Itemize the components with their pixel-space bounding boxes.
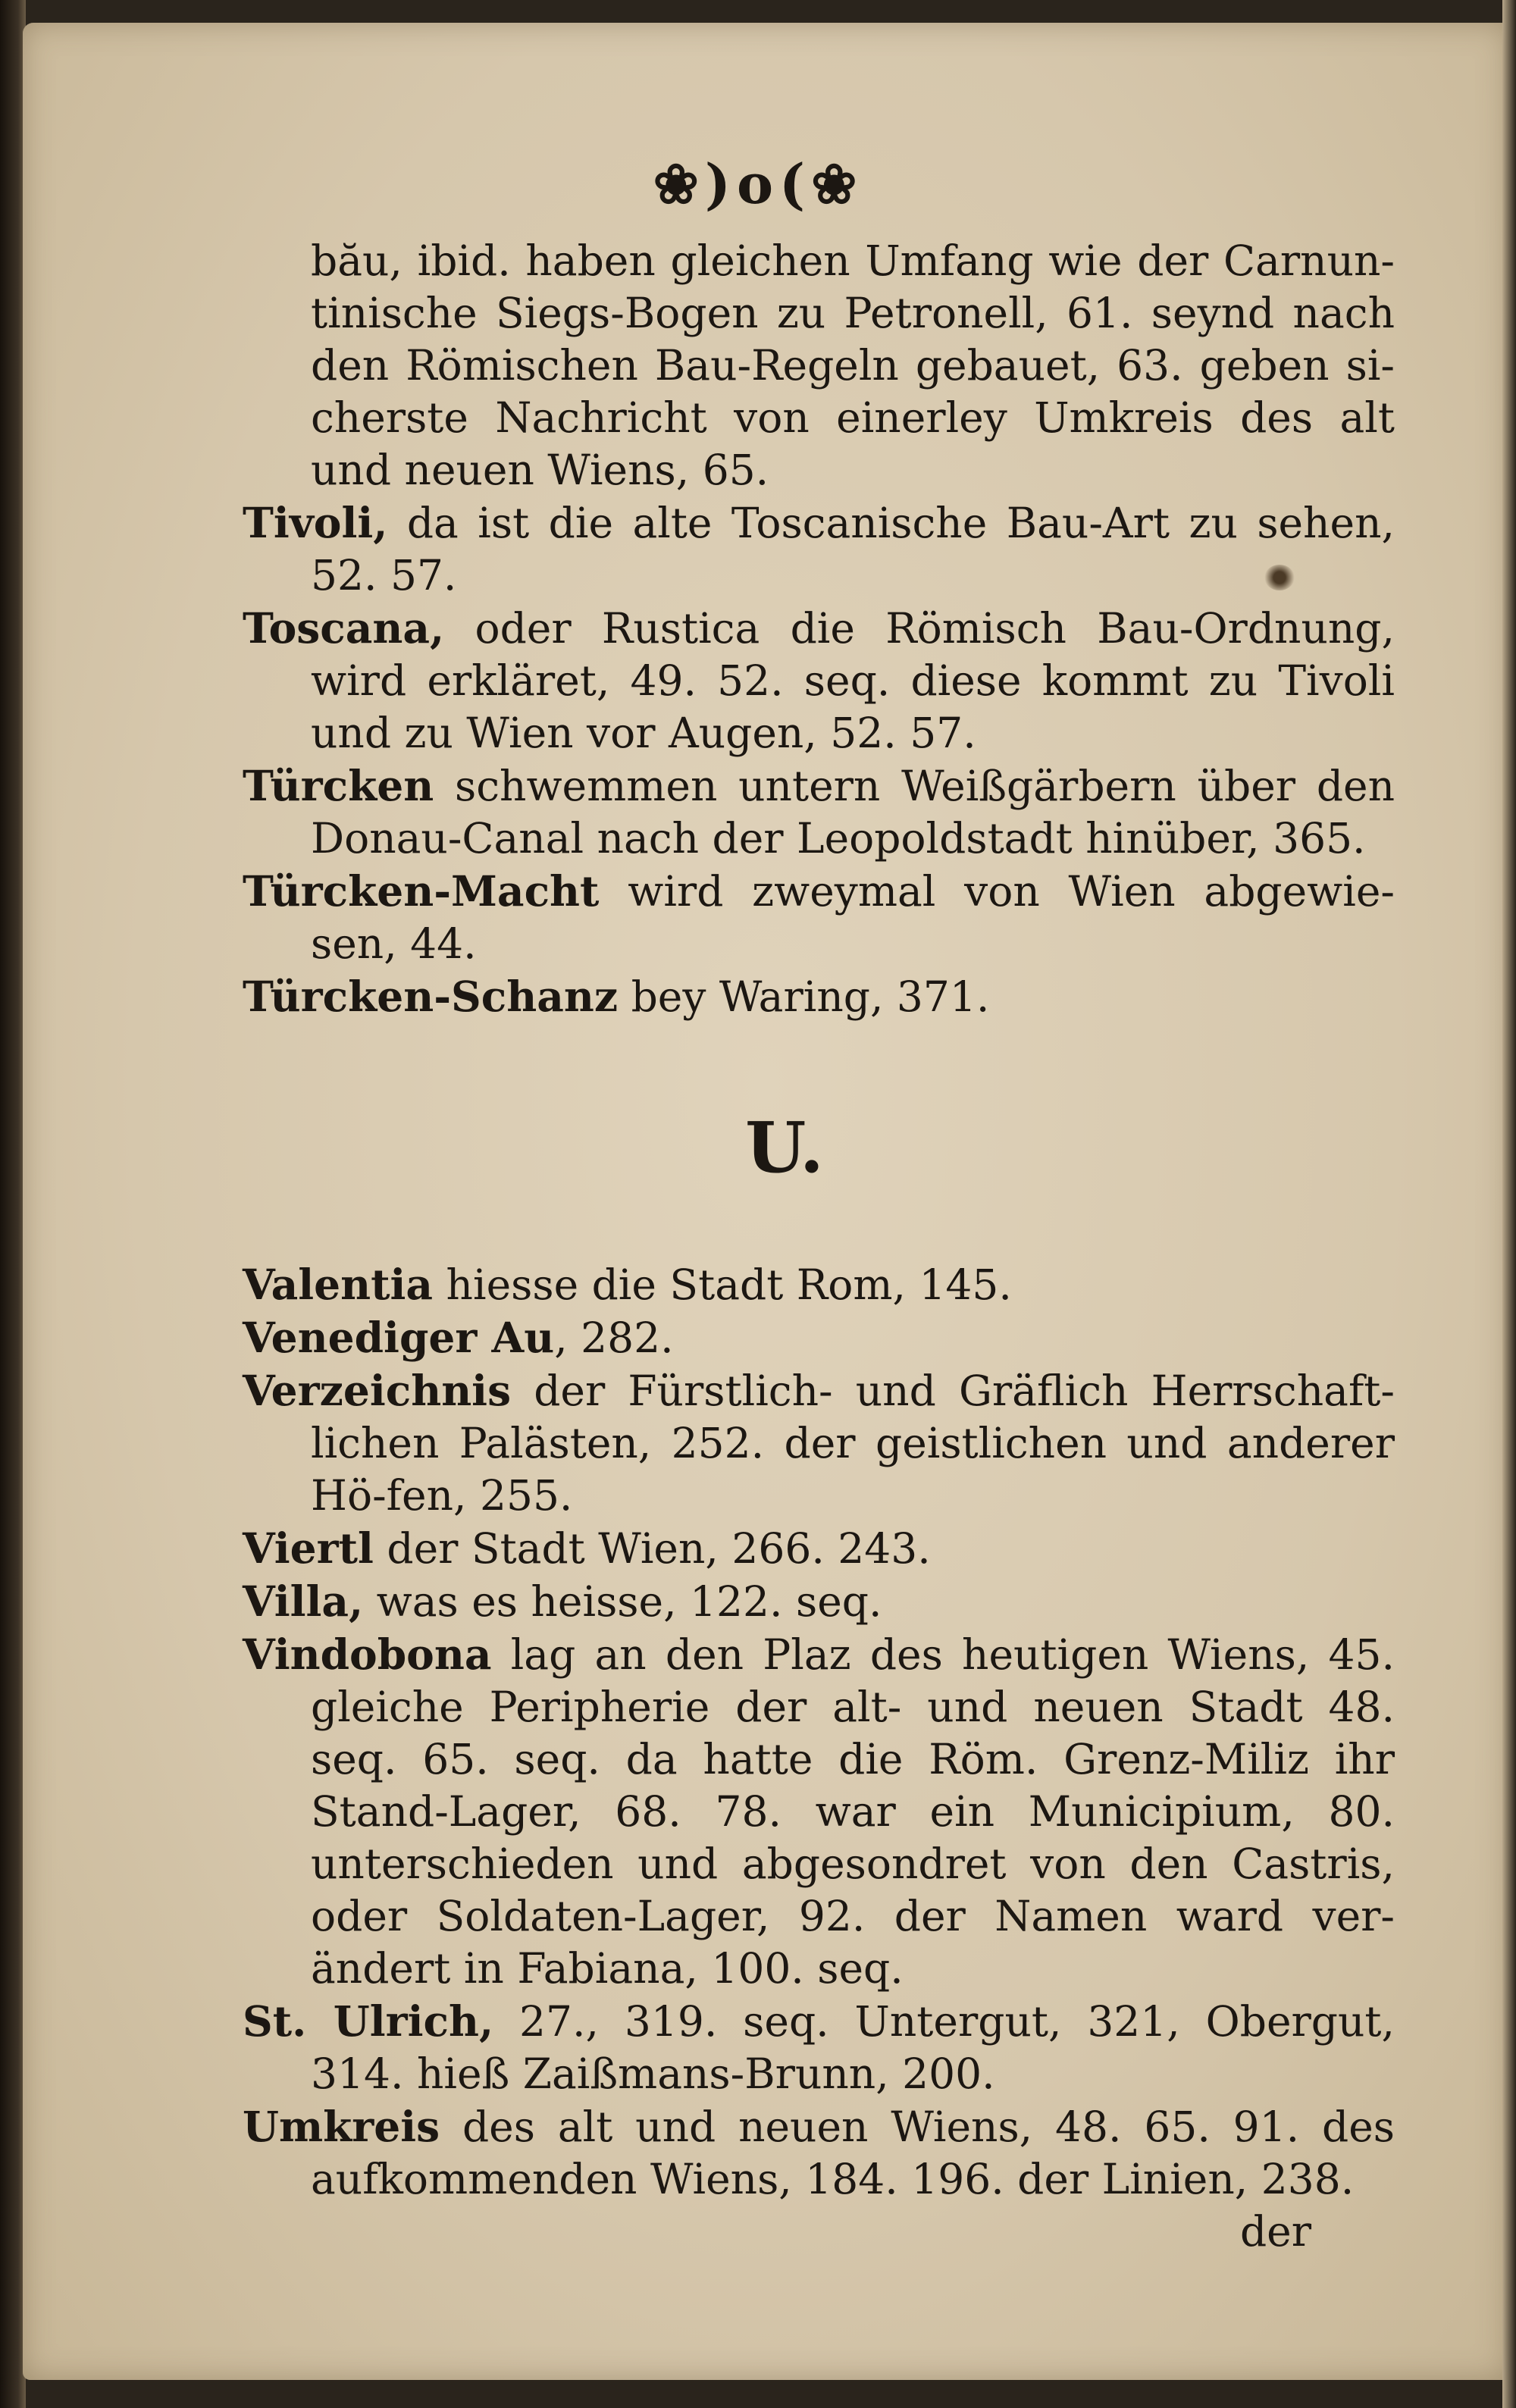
entry-text: lag an den Plaz des heutigen Wiens, 45. gleiche Peripherie der alt- und neuen Stadt 48. seq. 65. seq. da hatte die Röm. Grenz-Miliz ihr Stand-Lager, 68. 78. war ein Municipium, 80. unterschieden und abgesondret von den Castris, oder Soldaten-Lager, 92. der Namen ward ver-ändert in Fabiana, 100. seq. bbox=[311, 1630, 1395, 1993]
index-entry bbox=[243, 970, 1395, 1023]
page-edge bbox=[1502, 0, 1516, 2408]
entry-text: 27., 319. seq. Untergut, 321, Obergut, 314. hieß Zaißmans-Brunn, 200. bbox=[311, 1997, 1395, 2098]
entry-term: Tivoli, bbox=[243, 498, 388, 547]
entry-text: schwemmen untern Weißgärbern über den Donau-Canal nach der Leopoldstadt hinüber, 365. bbox=[311, 762, 1395, 863]
index-entry bbox=[243, 1311, 1395, 1364]
index-entries-u bbox=[243, 1258, 1395, 2206]
entry-term: Türcken-Macht bbox=[243, 866, 600, 916]
entry-term: St. Ulrich, bbox=[243, 1996, 494, 2046]
index-text bbox=[243, 235, 1395, 2258]
index-entry bbox=[243, 2100, 1395, 2206]
entry-text: der Stadt Wien, 266. 243. bbox=[373, 1524, 931, 1573]
entry-term: Türcken bbox=[243, 761, 434, 810]
index-entry bbox=[243, 865, 1395, 970]
entry-term: Villa, bbox=[243, 1577, 364, 1626]
section-letter: U. bbox=[745, 1107, 824, 1188]
entry-term: Valentia bbox=[243, 1260, 434, 1309]
catchword: der bbox=[1239, 2207, 1311, 2256]
entry-term: Viertl bbox=[243, 1523, 374, 1573]
entry-text: hiesse die Stadt Rom, 145. bbox=[433, 1260, 1012, 1309]
entry-text: des alt und neuen Wiens, 48. 65. 91. des aufkommenden Wiens, 184. 196. der Linien, 238. bbox=[311, 2103, 1395, 2203]
book-spine bbox=[0, 0, 26, 2408]
entry-text: bău, ibid. haben gleichen Umfang wie der Carnun-tinische Siegs-Bogen zu Petronell, 61. seynd nach den Römischen Bau-Regeln gebauet, 63. geben si-cherste Nachricht von einerley Umkreis des alt und neuen Wiens, 65. bbox=[311, 236, 1395, 494]
index-entry bbox=[243, 496, 1395, 602]
entry-text: bey Waring, 371. bbox=[618, 972, 990, 1021]
index-entry bbox=[243, 1575, 1395, 1628]
entry-term: Venediger Au bbox=[243, 1313, 555, 1362]
entry-term: Verzeichnis bbox=[243, 1366, 512, 1415]
index-entries-t bbox=[243, 235, 1395, 1023]
index-entry bbox=[243, 1995, 1395, 2100]
page-header-ornament: ❀)o(❀ bbox=[653, 152, 863, 216]
index-entry bbox=[243, 602, 1395, 759]
entry-text: was es heisse, 122. seq. bbox=[363, 1577, 882, 1626]
entry-text: oder Rustica die Römisch Bau-Ordnung, wird erkläret, 49. 52. seq. diese kommt zu Tivoli und zu Wien vor Augen, 52. 57. bbox=[311, 604, 1395, 757]
index-entry bbox=[243, 1258, 1395, 1311]
entry-text: da ist die alte Toscanische Bau-Art zu sehen, 52. 57. bbox=[311, 499, 1395, 600]
index-entry bbox=[243, 235, 1395, 496]
entry-term: Vindobona bbox=[243, 1630, 492, 1679]
entry-term: Umkreis bbox=[243, 2102, 440, 2151]
index-entry bbox=[243, 1522, 1395, 1575]
entry-text: wird zweymal von Wien abgewie-sen, 44. bbox=[311, 867, 1395, 968]
entry-text: der Fürstlich- und Gräflich Herrschaft-lichen Palästen, 252. der geistlichen und anderer Hö-fen, 255. bbox=[311, 1367, 1395, 1520]
index-entry bbox=[243, 759, 1395, 865]
entry-text: , 282. bbox=[554, 1314, 674, 1362]
entry-term: Türcken-Schanz bbox=[243, 972, 619, 1021]
entry-term: Toscana, bbox=[243, 603, 445, 653]
index-entry bbox=[243, 1364, 1395, 1522]
index-entry bbox=[243, 1628, 1395, 1995]
